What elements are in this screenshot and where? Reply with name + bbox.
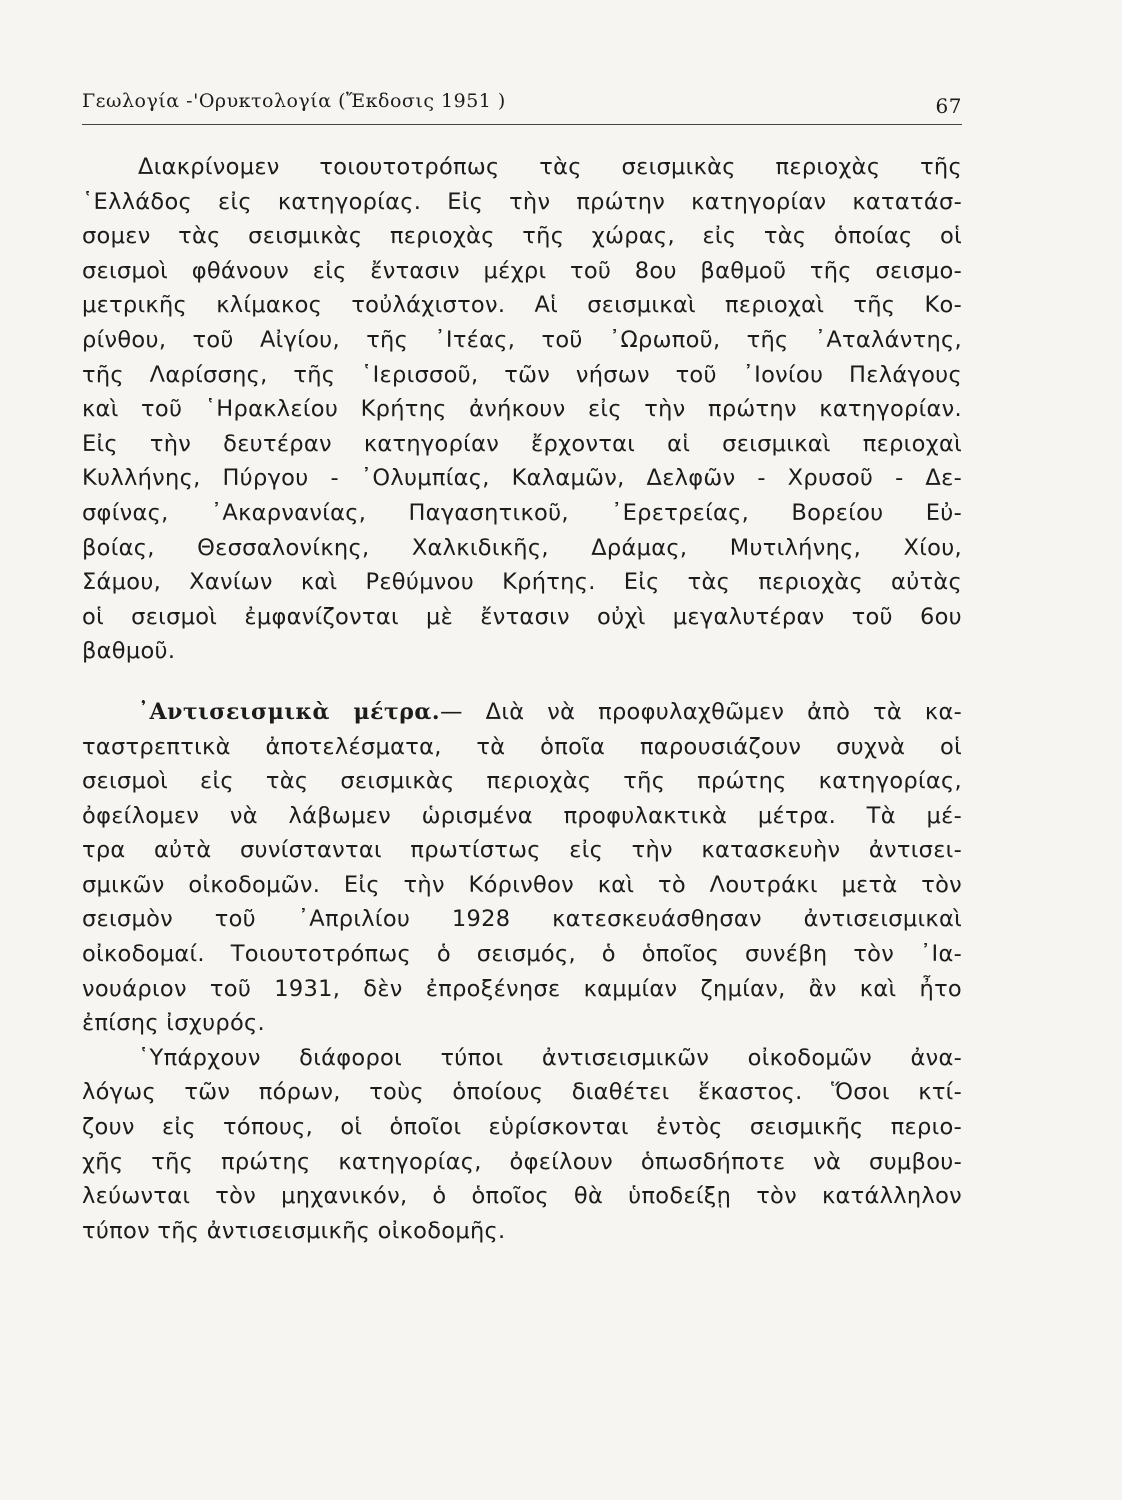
text-line: οἰκοδομαί. Τοιουτοτρόπως ὁ σεισμός, ὁ ὁποῖος συνέβη τὸν ᾿Ια- [82, 941, 962, 968]
text-line: ἐπίσης ἰσχυρός. [82, 1010, 265, 1037]
text-line: ῾Υπάρχουν διάφοροι τύποι ἀντισεισμικῶν οἰκοδομῶν ἀνα- [138, 1044, 962, 1071]
text-line: μετρικῆς κλίμακος τοὐλάχιστον. Αἱ σεισμικαὶ περιοχαὶ τῆς Κο- [82, 292, 962, 319]
running-header [82, 86, 962, 116]
text-line: σεισμοὶ εἰς τὰς σεισμικὰς περιοχὰς τῆς πρώτης κατηγορίας, [82, 768, 962, 795]
text-line: νουάριον τοῦ 1931, δὲν ἐπροξένησε καμμίαν ζημίαν, ἂν καὶ ἦτο [82, 975, 962, 1002]
text-line: σφίνας, ᾿Ακαρνανίας, Παγασητικοῦ, ᾿Ερετρείας, Βορείου Εὐ- [82, 499, 962, 526]
header-rule [82, 124, 962, 125]
text-line: οἱ σεισμοὶ ἐμφανίζονται μὲ ἔντασιν οὐχὶ μεγαλυτέραν τοῦ 6ου [82, 603, 962, 630]
paragraph-antiseismic-measures [82, 695, 962, 1041]
text-line: ταστρεπτικὰ ἀποτελέσματα, τὰ ὁποῖα παρουσιάζουν συχνὰ οἱ [82, 733, 962, 760]
text-line: Σάμου, Χανίων καὶ Ρεθύμνου Κρήτης. Εἰς τὰς περιοχὰς αὐτὰς [82, 569, 962, 596]
text-line: λεύωνται τὸν μηχανικόν, ὁ ὁποῖος θὰ ὑποδείξῃ τὸν κατάλληλον [82, 1183, 962, 1210]
em-dash: — [439, 698, 463, 725]
running-title: Γεωλογία -'Ορυκτολογία (Ἔκδοσις 1951 ) [82, 90, 506, 112]
text-line: Διακρίνομεν τοιουτοτρόπως τὰς σεισμικὰς περιοχὰς τῆς [138, 154, 962, 180]
text-line: τρα αὐτὰ συνίστανται πρωτίστως εἰς τὴν κατασκευὴν ἀντισει- [82, 837, 962, 864]
text-line: χῆς τῆς πρώτης κατηγορίας, ὀφείλουν ὁπωσδήποτε νὰ συμβου- [82, 1148, 962, 1175]
section-heading: ᾿Αντισεισμικὰ μέτρα. [138, 698, 440, 725]
text-line: Εἰς τὴν δευτέραν κατηγορίαν ἔρχονται αἱ σεισμικαὶ περιοχαὶ [82, 430, 962, 457]
text-line: σμικῶν οἰκοδομῶν. Εἰς τὴν Κόρινθον καὶ τὸ Λουτράκι μετὰ τὸν [82, 871, 962, 898]
section-first-line-text: Διὰ νὰ προφυλαχθῶμεν ἀπὸ τὰ κα- [485, 698, 962, 725]
section-first-line [82, 695, 962, 730]
section-gap [82, 669, 962, 695]
text-line: σεισμὸν τοῦ ᾿Απριλίου 1928 κατεσκευάσθησαν ἀντισεισμικαὶ [82, 906, 962, 933]
page-number: 67 [935, 94, 962, 118]
paragraph-building-types [82, 1041, 962, 1249]
text-line: ὀφείλομεν νὰ λάβωμεν ὡρισμένα προφυλακτικὰ μέτρα. Τὰ μέ- [82, 802, 962, 829]
book-page [82, 0, 962, 1500]
text-line: Κυλλήνης, Πύργου - ᾿Ολυμπίας, Καλαμῶν, Δελφῶν - Χρυσοῦ - Δε- [82, 465, 962, 492]
paragraph-seismic-categories [82, 150, 962, 669]
text-line: καὶ τοῦ ῾Ηρακλείου Κρήτης ἀνήκουν εἰς τὴν πρώτην κατηγορίαν. [82, 396, 962, 423]
text-line: ῾Ελλάδος εἰς κατηγορίας. Εἰς τὴν πρώτην κατηγορίαν κατατάσ- [82, 188, 962, 215]
text-line: λόγως τῶν πόρων, τοὺς ὁποίους διαθέτει ἕκαστος. Ὅσοι κτί- [82, 1079, 962, 1106]
text-line: σεισμοὶ φθάνουν εἰς ἔντασιν μέχρι τοῦ 8ου βαθμοῦ τῆς σεισμο- [82, 257, 962, 284]
text-line: τῆς Λαρίσσης, τῆς ῾Ιερισσοῦ, τῶν νήσων τοῦ ᾿Ιονίου Πελάγους [82, 361, 962, 388]
text-line: βαθμοῦ. [82, 638, 176, 665]
text-line: ζουν εἰς τόπους, οἱ ὁποῖοι εὑρίσκονται ἐντὸς σεισμικῆς περιο- [82, 1114, 962, 1141]
text-line: τύπον τῆς ἀντισεισμικῆς οἰκοδομῆς. [82, 1217, 506, 1244]
body-text [82, 150, 962, 1248]
text-line: σομεν τὰς σεισμικὰς περιοχὰς τῆς χώρας, εἰς τὰς ὁποίας οἱ [82, 223, 962, 250]
text-line: βοίας, Θεσσαλονίκης, Χαλκιδικῆς, Δράμας, Μυτιλήνης, Χίου, [82, 534, 962, 561]
text-line: ρίνθου, τοῦ Αἰγίου, τῆς ᾿Ιτέας, τοῦ ᾿Ωρωποῦ, τῆς ᾿Αταλάντης, [82, 326, 962, 353]
